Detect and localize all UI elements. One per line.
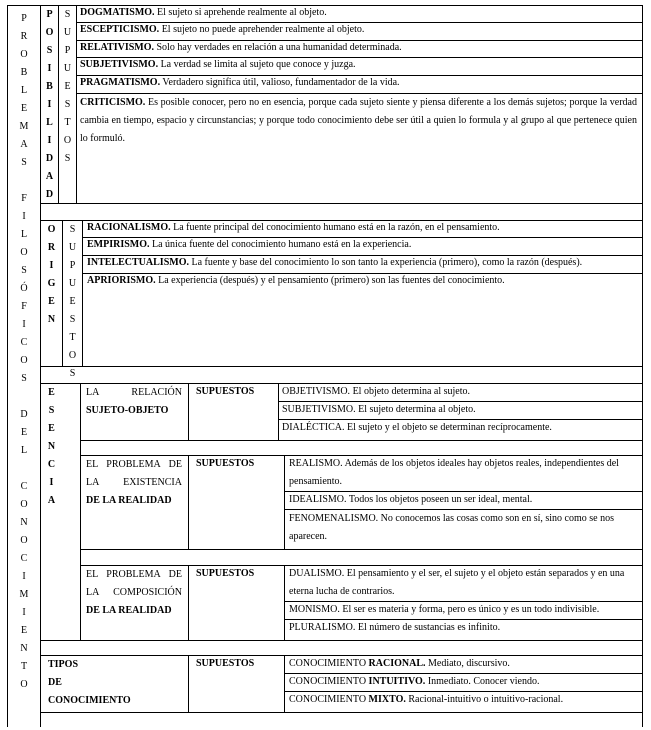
tipos-title (48, 656, 178, 710)
side-title-letter: M (19, 121, 29, 132)
esencia-item-definition: El objeto determina al sujeto. (350, 386, 471, 397)
esencia-group-3-item-3 (289, 619, 500, 637)
side-title-letter: P (21, 13, 27, 24)
posibilidad-label-letter: O (45, 27, 54, 38)
side-title-letter: B (20, 67, 28, 78)
esencia-item-definition: Además de los objetos ideales hay objetos reales, independientes del pensamiento. (289, 458, 619, 487)
posibilidad-supuestos-letter: S (64, 153, 71, 164)
origen-supuestos-letter: U (68, 242, 77, 253)
posibilidad-label-letter: L (46, 117, 53, 128)
side-title-letter: I (22, 211, 26, 222)
origen-supuestos-vertical (63, 221, 82, 383)
esencia-item-term: DIALÉCTICA. (282, 422, 345, 433)
origen-supuestos-letter: S (69, 314, 76, 325)
tipos-title-line-1: TIPOS (48, 659, 79, 670)
esencia-group-3-supuestos: SUPUESTOS (196, 568, 255, 579)
esencia-group-1-item-3 (282, 419, 552, 437)
esencia-group-2-title-plain: EL PROBLEMA DE LA EXISTENCIA (86, 459, 182, 488)
esencia-group-1-item-2 (282, 401, 476, 419)
tipos-item-prefix: CONOCIMIENTO (289, 676, 369, 687)
posibilidad-definition: La verdad se limita al sujeto que conoce y juzga. (158, 59, 356, 70)
posibilidad-supuestos-letter: U (63, 27, 72, 38)
origen-row (87, 236, 637, 254)
origen-supuestos-letter: T (69, 332, 76, 343)
posibilidad-term: RELATIVISMO. (80, 42, 154, 53)
origen-term: EMPIRISMO. (87, 239, 150, 250)
esencia-label-letter: E (48, 423, 55, 434)
origen-row (87, 219, 637, 237)
esencia-group-3-item-2 (289, 601, 599, 619)
esencia-item-term: REALISMO. (289, 458, 343, 469)
tipos-item-kind: INTUITIVO. (368, 676, 426, 687)
side-title-letter: N (20, 643, 28, 654)
origen-definition: La fuente y base del conocimiento lo son tanto la experiencia (primero), como la razón (después). (188, 257, 583, 268)
esencia-group-3-title-plain: EL PROBLEMA DE LA COMPOSICIÓN (86, 569, 182, 598)
tipos-item (289, 691, 563, 709)
esencia-group-3-title-bold: DE LA REALIDAD (86, 605, 172, 616)
posibilidad-definition: Verdadero significa útil, valioso, fundamentador de la vida. (160, 77, 400, 88)
side-title-letter: C (20, 553, 28, 564)
posibilidad-label-letter: S (46, 45, 53, 56)
origen-term: RACIONALISMO. (87, 222, 171, 233)
side-title-letter: I (22, 607, 26, 618)
side-title-letter: L (20, 85, 28, 96)
esencia-item-definition: El pensamiento y el ser, el sujeto y el objeto están separados y en una eterna lucha de contrarios. (289, 568, 625, 597)
origen-term: APRIORISMO. (87, 275, 156, 286)
origen-label-letter: E (48, 296, 55, 307)
posibilidad-supuestos-letter: S (64, 9, 71, 20)
posibilidad-label-letter: D (45, 189, 54, 200)
posibilidad-definition: El sujeto no puede aprehender realmente al objeto. (159, 24, 365, 35)
origen-definition: La experiencia (después) y el pensamiento (primero) son las fuentes del conocimiento. (155, 275, 505, 286)
side-title-vertical (8, 10, 40, 694)
esencia-item-term: MONISMO. (289, 604, 340, 615)
origen-label-letter: R (47, 242, 56, 253)
tipos-item-description: Inmediato. Conocer viendo. (425, 676, 540, 687)
origen-definition: La fuente principal del conocimiento humano está en la razón, en el pensamiento. (170, 222, 500, 233)
side-title-letter: O (20, 355, 28, 366)
esencia-label-letter: I (49, 477, 54, 488)
posibilidad-supuestos-letter: P (64, 45, 71, 56)
tipos-title-line-3: CONOCIMIENTO (48, 695, 131, 706)
posibilidad-supuestos-letter: U (63, 63, 72, 74)
posibilidad-row (80, 21, 637, 39)
esencia-item-term: DUALISMO. (289, 568, 345, 579)
esencia-item-term: OBJETIVISMO. (282, 386, 351, 397)
esencia-group-1-title-bold: SUJETO-OBJETO (86, 405, 169, 416)
tipos-item (289, 655, 510, 673)
side-title-letter (8, 460, 40, 478)
posibilidad-label-letter: P (46, 9, 53, 20)
side-title-letter: Ó (20, 283, 28, 294)
esencia-group-2-title-bold: DE LA REALIDAD (86, 495, 172, 506)
tipos-item (289, 673, 539, 691)
side-title-letter: A (20, 139, 28, 150)
posibilidad-row (80, 74, 637, 92)
posibilidad-row (80, 94, 637, 148)
esencia-item-definition: El sujeto y el objeto se determinan recíprocamente. (344, 422, 552, 433)
esencia-item-term: SUBJETIVISMO. (282, 404, 356, 415)
esencia-item-term: PLURALISMO. (289, 622, 356, 633)
origen-label-letter: G (47, 278, 56, 289)
posibilidad-supuestos-letter: S (64, 99, 71, 110)
esencia-group-3-title (86, 566, 182, 620)
origen-supuestos-letter: S (69, 368, 76, 379)
esencia-item-term: IDEALISMO. (289, 494, 347, 505)
tipos-item-description: Mediato, discursivo. (425, 658, 510, 669)
esencia-item-definition: No conocemos las cosas como son en sí, sino como se nos aparecen. (289, 513, 614, 542)
tipos-item-description: Racional-intuitivo o intuitivo-racional. (405, 694, 564, 705)
side-title-letter: E (20, 625, 28, 636)
esencia-item-definition: Todos los objetos poseen un ser ideal, mental. (346, 494, 533, 505)
tipos-item-kind: MIXTO. (368, 694, 406, 705)
esencia-item-term: FENOMENALISMO. (289, 513, 379, 524)
side-title-letter: L (20, 229, 28, 240)
esencia-item-definition: El número de sustancias es infinito. (355, 622, 501, 633)
side-title-letter: T (20, 661, 28, 672)
origen-supuestos-letter: E (69, 296, 76, 307)
esencia-group-3-item-1 (289, 565, 634, 601)
esencia-group-2-item-2 (289, 491, 532, 509)
side-title-letter: O (20, 679, 28, 690)
origen-label-letter: N (47, 314, 56, 325)
side-title-letter: E (20, 427, 28, 438)
esencia-group-2-item-3 (289, 510, 629, 546)
posibilidad-label-letter: I (47, 99, 52, 110)
posibilidad-label-letter: D (45, 153, 54, 164)
posibilidad-supuestos-vertical (59, 6, 76, 168)
esencia-label-letter: A (47, 495, 56, 506)
side-title-letter: R (20, 31, 28, 42)
posibilidad-supuestos-letter: T (64, 117, 71, 128)
side-title-letter: D (20, 409, 28, 420)
tipos-supuestos: SUPUESTOS (196, 658, 255, 669)
esencia-item-definition: El ser es materia y forma, pero es único y es un todo indivisible. (339, 604, 600, 615)
origen-supuestos-letter: U (68, 278, 77, 289)
posibilidad-label-vertical (41, 6, 58, 204)
posibilidad-term: DOGMATISMO. (80, 7, 155, 18)
side-title-letter: S (21, 373, 27, 384)
side-title-letter: S (21, 265, 27, 276)
side-title-letter: F (21, 193, 27, 204)
posibilidad-row (80, 4, 637, 22)
side-title-letter: C (20, 337, 28, 348)
posibilidad-definition: Es posible conocer, pero no en esencia, porque cada sujeto siente y piensa diferente a los demás sujetos; porque la verdad cambia en tiempo, espacio y circunstancias; y porque todo conocimiento debe ser útil a quien lo formula y al grupo al que pertenece quien lo formuló. (80, 97, 637, 144)
tipos-item-prefix: CONOCIMIENTO (289, 694, 369, 705)
esencia-group-2-title (86, 456, 182, 510)
posibilidad-label-letter: B (46, 81, 53, 92)
side-title-letter: O (20, 49, 28, 60)
origen-supuestos-letter: O (68, 350, 77, 361)
side-title-letter (8, 172, 40, 190)
esencia-group-1-item-1 (282, 383, 470, 401)
origen-row (87, 254, 637, 272)
origen-label-letter: O (47, 224, 56, 235)
esencia-label-letter: E (48, 387, 55, 398)
side-title-letter: O (20, 499, 28, 510)
esencia-group-2-supuestos: SUPUESTOS (196, 458, 255, 469)
side-title-letter: S (21, 157, 27, 168)
origen-supuestos-letter: S (69, 224, 76, 235)
side-title-letter: E (20, 103, 28, 114)
esencia-group-2-item-1 (289, 455, 634, 491)
posibilidad-term: PRAGMATISMO. (80, 77, 161, 88)
esencia-label-letter: N (47, 441, 56, 452)
origen-label-letter: I (49, 260, 54, 271)
posibilidad-term: CRITICISMO. (80, 97, 146, 108)
side-title-letter: O (20, 247, 28, 258)
esencia-label-letter: S (48, 405, 55, 416)
esencia-label-vertical (41, 384, 62, 510)
side-title-letter: I (22, 319, 26, 330)
origen-term: INTELECTUALISMO. (87, 257, 189, 268)
posibilidad-label-letter: A (45, 171, 54, 182)
posibilidad-label-letter: I (47, 63, 52, 74)
posibilidad-label-letter: I (47, 135, 52, 146)
posibilidad-term: ESCEPTICISMO. (80, 24, 160, 35)
origen-definition: La única fuente del conocimiento humano está en la experiencia. (149, 239, 412, 250)
side-title-letter: N (20, 517, 28, 528)
esencia-group-1-supuestos: SUPUESTOS (196, 386, 255, 397)
side-title-letter: F (21, 301, 27, 312)
esencia-label-letter: C (47, 459, 56, 470)
side-title-letter: L (20, 445, 28, 456)
posibilidad-definition: Solo hay verdades en relación a una humanidad determinada. (154, 42, 402, 53)
origen-row (87, 272, 637, 290)
esencia-group-1-title-plain: LA RELACIÓN (86, 387, 182, 398)
posibilidad-definition: El sujeto si aprehende realmente al objeto. (154, 7, 327, 18)
esencia-item-definition: El sujeto determina al objeto. (355, 404, 476, 415)
esencia-group-1-title (86, 384, 182, 420)
origen-supuestos-letter: P (69, 260, 76, 271)
posibilidad-row (80, 56, 637, 74)
posibilidad-row (80, 39, 637, 57)
tipos-title-line-2: DE (48, 677, 62, 688)
tipos-item-prefix: CONOCIMIENTO (289, 658, 369, 669)
posibilidad-supuestos-letter: E (64, 81, 71, 92)
side-title-letter: C (20, 481, 28, 492)
side-title-letter: M (19, 589, 29, 600)
tipos-item-kind: RACIONAL. (368, 658, 426, 669)
side-title-letter: O (20, 535, 28, 546)
side-title-letter: I (22, 571, 26, 582)
origen-label-vertical (41, 221, 62, 329)
side-title-letter (8, 388, 40, 406)
posibilidad-term: SUBJETIVISMO. (80, 59, 159, 70)
posibilidad-supuestos-letter: O (63, 135, 72, 146)
